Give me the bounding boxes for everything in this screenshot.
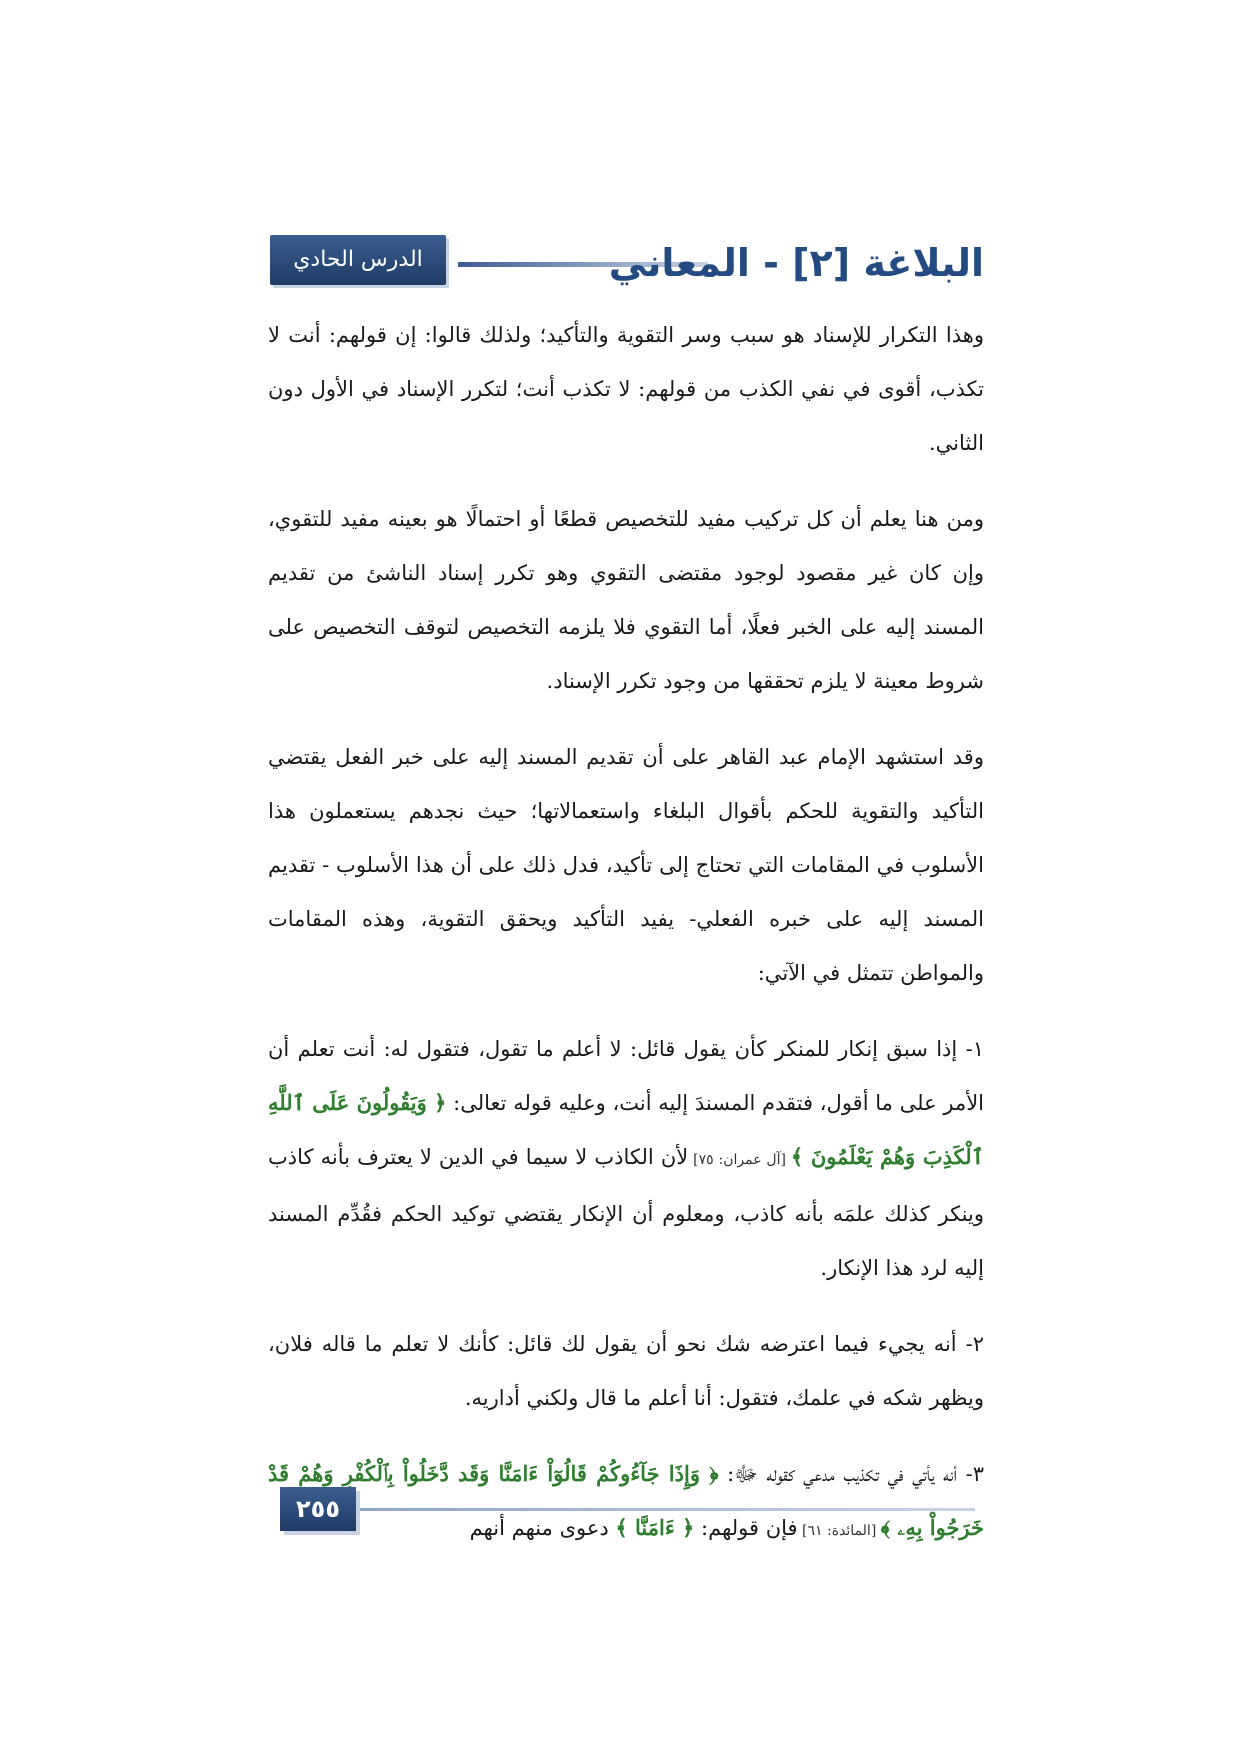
quran-verse: ﴿ ءَامَنَّا ﴾ [615,1515,695,1540]
lesson-badge: الدرس الحادي عشر [270,235,446,285]
quran-verse: ﴿ وَيَقُولُونَ عَلَى ٱللَّهِ ٱلْكَذِبَ وَهُمْ يَعْلَمُونَ ﴾ [268,1090,984,1169]
page-number: ٢٥٥ [280,1487,356,1531]
paragraph-4 [268,1022,984,1295]
paragraph-6-rest: دعوى منهم أنهم [469,1516,616,1540]
quran-verse: ﴿ وَإِذَا جَآءُوكُمْ قَالُوٓاْ ءَامَنَّا وَقَد دَّخَلُواْ بِٱلْكُفْرِ وَهُمْ قَدْ خَرَجُواْ بِهِۦ ﴾ [268,1461,984,1540]
main-text [268,308,984,1580]
paragraph-4-rest: لأن الكاذب لا سيما في الدين لا يعترف بأنه كاذب وينكر كذلك علمَه بأنه كاذب، ومعلوم أن الإنكار يقتضي توكيد الحكم فقُدِّم المسند إليه لرد هذا الإنكار. [268,1145,984,1280]
footer-divider [355,1508,975,1511]
page-header [270,232,984,322]
book-title: البلاغة [٢] - المعاني [608,241,984,285]
paragraph-5: ٢- أنه يجيء فيما اعترضه شك نحو أن يقول لك قائل: كأنك لا تعلم ما قاله فلان، ويظهر شكه في علمك، فتقول: أنا أعلم ما قال ولكني أداريه. [268,1332,984,1410]
verse-reference: [المائدة: ٦١] [797,1523,881,1539]
paragraph-6-mid: فإن قولهم: [694,1516,798,1540]
paragraph-6 [268,1447,984,1558]
verse-reference: [آل عمران: ٧٥] [688,1152,791,1168]
paragraph-3: وقد استشهد الإمام عبد القاهر على أن تقديم المسند إليه على خبر الفعل يقتضي التأكيد والتقوية للحكم بأقوال البلغاء واستعمالاتها؛ حيث نجدهم يستعملون هذا الأسلوب في المقامات التي تحتاج إلى تأكيد، فدل ذلك على أن هذا الأسلوب - تقديم المسند إليه على خبره الفعلي- يفيد التأكيد ويحقق التقوية، وهذه المقامات والمواطن تتمثل في الآتي: [268,745,984,985]
paragraph-6-intro: ٣- أنه يأتي في تكذيب مدعي كقوله ﷻ: [718,1462,984,1486]
paragraph-2: ومن هنا يعلم أن كل تركيب مفيد للتخصيص قطعًا أو احتمالًا هو بعينه مفيد للتقوي، وإن كان غير مقصود لوجود مقتضى التقوي وهو تكرر إسناد الناشئ من تقديم المسند إليه على الخبر فعلًا، أما التقوي فلا يلزمه التخصيص لتوقف التخصيص على شروط معينة لا يلزم تحققها من وجود تكرر الإسناد. [268,507,984,693]
paragraph-1: وهذا التكرار للإسناد هو سبب وسر التقوية والتأكيد؛ ولذلك قالوا: إن قولهم: أنت لا تكذب، أقوى في نفي الكذب من قولهم: لا تكذب أنت؛ لتكرر الإسناد في الأول دون الثاني. [268,323,984,455]
paragraph-4-intro: ١- إذا سبق إنكار للمنكر كأن يقول قائل: لا أعلم ما تقول، فتقول له: أنت تعلم أن الأمر على ما أقول، فتقدم المسندَ إليه أنت، وعليه قوله تعالى: [268,1037,985,1115]
